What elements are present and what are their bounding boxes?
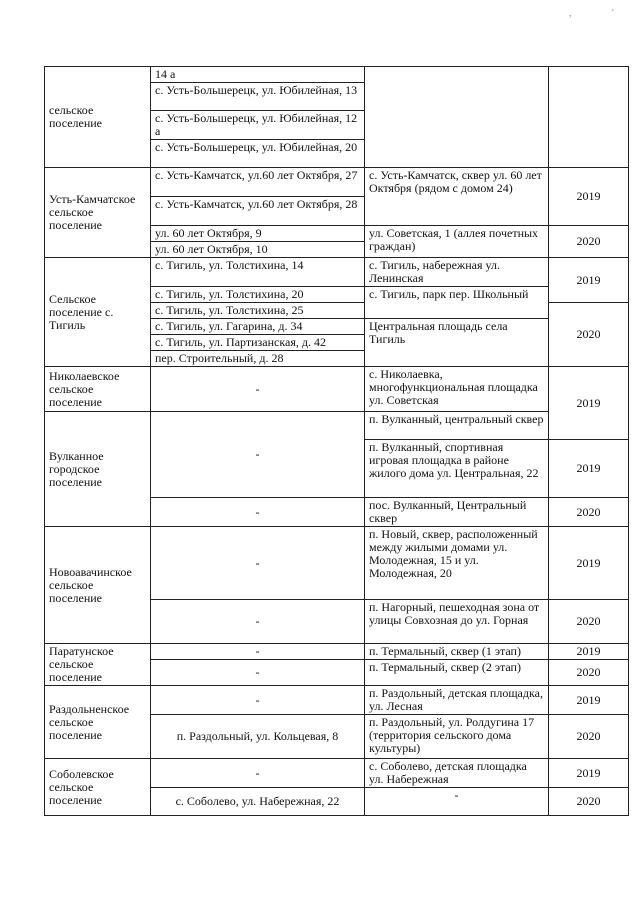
year-cell: 2019 [549,367,629,440]
territory-cell: п. Термальный, сквер (2 этап) [365,660,549,686]
year-cell: 2020 [549,600,629,644]
address-cell: ул. 60 лет Октября, 10 [151,242,365,258]
year-cell: 2020 [549,498,629,527]
year-cell: 2020 [549,660,629,686]
year-cell: 2019 [549,686,629,715]
territory-cell: с. Усть-Камчатск, сквер ул. 60 лет Октября (рядом с домом 24) [365,168,549,226]
territory-cell: с. Тигиль, парк пер. Школьный [365,287,549,319]
address-cell: с. Тигиль, ул. Толстихина, 20 [151,287,365,303]
settlement-cell: Соболевское сельское поселение [45,759,151,816]
address-cell: пер. Строительный, д. 28 [151,351,365,367]
territory-cell: с. Тигиль, набережная ул. Ленинская [365,258,549,287]
settlement-cell: Паратунское сельское поселение [45,644,151,686]
dash-cell: - [151,660,365,686]
year-cell: 2019 [549,168,629,226]
address-cell: 14 а [151,67,365,83]
settlement-cell: Сельское поселение с. Тигиль [45,258,151,367]
dash-cell: - [151,644,365,660]
dash-cell: - [365,788,549,816]
territory-cell: пос. Вулканный, Центральный сквер [365,498,549,527]
year-cell: 2019 [549,527,629,600]
territory-cell: с. Соболево, детская площадка ул. Набережная [365,759,549,788]
territory-cell: с. Николаевка, многофункциональная площадка ул. Советская [365,367,549,412]
dash-cell: - [151,759,365,788]
dash-cell: - [151,600,365,644]
scan-mark: , [569,8,572,19]
year-cell: 2020 [549,226,629,258]
year-cell: 2019 [549,759,629,788]
address-cell: с. Усть-Камчатск, ул.60 лет Октября, 28 [151,197,365,226]
address-cell: с. Соболево, ул. Набережная, 22 [151,788,365,816]
territories-table [44,66,629,816]
year-cell: 2019 [549,644,629,660]
settlement-cell: Новоавачинское сельское поселение [45,527,151,644]
year-cell: 2020 [549,715,629,759]
scan-mark: ' [612,8,614,19]
address-cell: п. Раздольный, ул. Кольцевая, 8 [151,715,365,759]
address-cell: с. Тигиль, ул. Партизанская, д. 42 [151,335,365,351]
settlement-cell: Раздольненское сельское поселение [45,686,151,759]
dash-cell: - [151,367,365,412]
address-cell: с. Тигиль, ул. Гагарина, д. 34 [151,319,365,335]
settlement-cell: сельское поселение [45,67,151,168]
settlement-cell: Николаевское сельское поселение [45,367,151,412]
territory-cell: п. Нагорный, пешеходная зона от улицы Совхозная до ул. Горная [365,600,549,644]
address-cell: ул. 60 лет Октября, 9 [151,226,365,242]
territory-cell: Центральная площадь села Тигиль [365,319,549,367]
address-cell: с. Усть-Большерецк, ул. Юбилейная, 13 [151,83,365,111]
year-cell: 2019 [549,258,629,303]
territory-cell-empty [365,67,549,168]
territory-cell: п. Раздольный, детская площадка, ул. Лесная [365,686,549,715]
address-cell: с. Усть-Большерецк, ул. Юбилейная, 12 а [151,111,365,140]
territory-cell: п. Раздольный, ул. Ролдугина 17 (территория сельского дома культуры) [365,715,549,759]
address-cell: с. Тигиль, ул. Толстихина, 25 [151,303,365,319]
year-cell: 2019 [549,440,629,498]
dash-cell: - [151,412,365,498]
territory-cell: п. Вулканный, центральный сквер [365,412,549,440]
address-cell: с. Тигиль, ул. Толстихина, 14 [151,258,365,287]
territory-cell: п. Термальный, сквер (1 этап) [365,644,549,660]
territory-cell: п. Новый, сквер, расположенный между жилыми домами ул. Молодежная, 15 и ул. Молодежная, 20 [365,527,549,600]
territory-cell: п. Вулканный, спортивная игровая площадка в районе жилого дома ул. Центральная, 22 [365,440,549,498]
territory-cell: ул. Советская, 1 (аллея почетных граждан) [365,226,549,258]
dash-cell: - [151,527,365,600]
settlement-cell: Вулканное городское поселение [45,412,151,527]
dash-cell: - [151,686,365,715]
year-cell: 2020 [549,303,629,367]
address-cell: с. Усть-Большерецк, ул. Юбилейная, 20 [151,140,365,168]
year-cell: 2020 [549,788,629,816]
address-cell: с. Усть-Камчатск, ул.60 лет Октября, 27 [151,168,365,197]
dash-cell: - [151,498,365,527]
year-cell-empty [549,67,629,168]
settlement-cell: Усть-Камчатское сельское поселение [45,168,151,258]
